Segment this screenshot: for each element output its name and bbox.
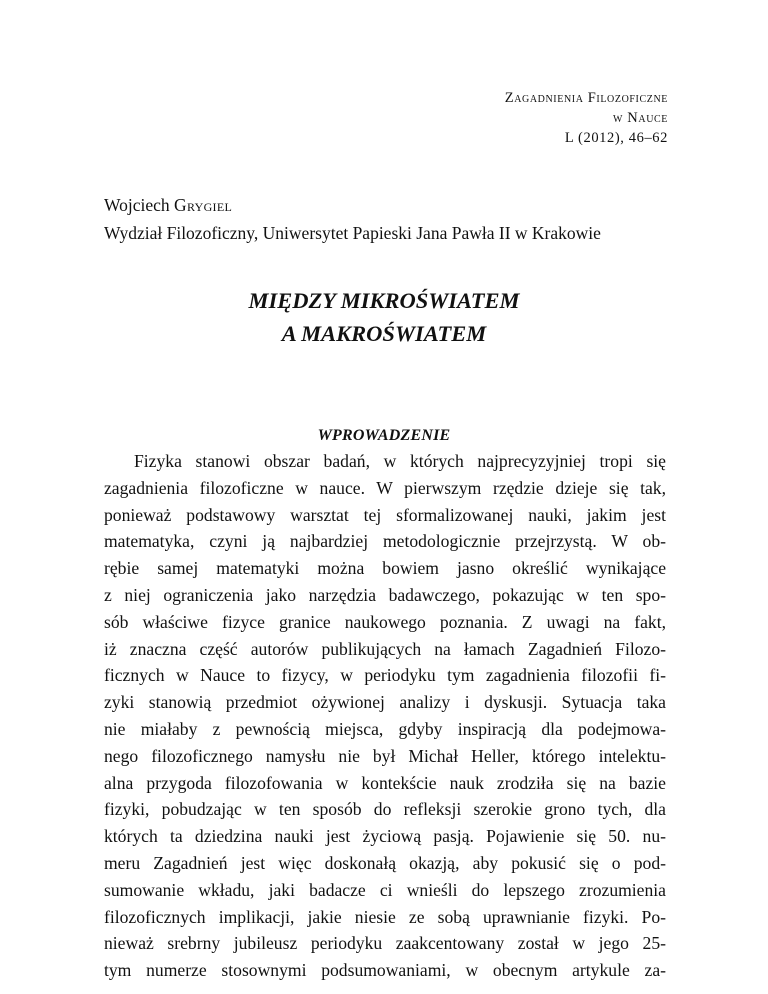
- body-line: z niej ograniczenia jako narzędzia badawczego, pokazując w ten spo-: [104, 584, 666, 605]
- body-line: meru Zagadnień jest więc doskonałą okazją, aby pokusić się o pod-: [104, 852, 666, 873]
- body-line: ponieważ podstawowy warsztat tej sformalizowanej nauki, jakim jest: [104, 504, 666, 525]
- body-line: Fizyka stanowi obszar badań, w których najprecyzyjniej tropi się: [134, 451, 666, 471]
- body-line: ficznych w Nauce to fizycy, w periodyku tym zagadnienia filozofii fi-: [104, 665, 666, 686]
- journal-name-line1: Zagadnienia Filozoficzne: [504, 90, 668, 106]
- body-paragraph: [104, 448, 666, 984]
- body-line: nieważ srebrny jubileusz periodyku zaakcentowany został w jego 25-: [104, 933, 666, 954]
- body-line: których ta dziedzina nauki jest życiową pasją. Pojawienie się 50. nu-: [104, 826, 666, 847]
- journal-header: [505, 88, 668, 148]
- body-line: nie miałaby z pewnością miejsca, gdyby inspiracją dla podejmowa-: [104, 718, 666, 739]
- journal-name-line2: w Nauce: [613, 110, 668, 126]
- author-affiliation: Wydział Filozoficzny, Uniwersytet Papieski Jana Pawła II w Krakowie: [104, 223, 601, 243]
- author-surname: Grygiel: [174, 195, 233, 215]
- body-line: rębie samej matematyki można bowiem jasno określić wynikające: [104, 558, 666, 579]
- body-line: fizyki, pobudzając w ten sposób do refleksji szerokie grono tych, dla: [104, 799, 666, 820]
- body-line: sumowanie wkładu, jaki badacze ci wnieśli do lepszego zrozumienia: [104, 879, 666, 900]
- body-line: zagadnienia filozoficzne w nauce. W pierwszym rzędzie dzieje się tak,: [104, 477, 666, 498]
- article-title-line1: MIĘDZY MIKROŚWIATEM: [248, 288, 520, 313]
- body-line: alna przygoda filozofowania w kontekście nauk zrodziła się na bazie: [104, 772, 666, 793]
- body-line: zyki stanowią przedmiot ożywionej analizy i dyskusji. Sytuacja taka: [104, 692, 666, 713]
- article-title: [0, 284, 768, 350]
- body-line: sób właściwe fizyce granice naukowego poznania. Z uwagi na fakt,: [104, 611, 666, 632]
- author-block: [104, 191, 601, 247]
- article-title-line2: A MAKROŚWIATEM: [281, 321, 487, 346]
- author-given-name: Wojciech: [104, 195, 170, 215]
- body-line: matematyka, czyni ją najbardziej metodologicznie przejrzystą. W ob-: [104, 531, 666, 552]
- author-name: [104, 191, 601, 219]
- body-line: filozoficznych implikacji, jakie niesie ze sobą uprawnianie fizyki. Po-: [104, 906, 666, 927]
- body-line: tym numerze stosownymi podsumowaniami, w obecnym artykule za-: [104, 960, 666, 981]
- journal-volume: L (2012), 46–62: [564, 130, 668, 146]
- section-heading: WPROWADZENIE: [317, 427, 451, 444]
- body-line: iż znaczna część autorów publikujących na łamach Zagadnień Filozo-: [104, 638, 666, 659]
- body-line: nego filozoficznego namysłu nie był Michał Heller, którego intelektu-: [104, 745, 666, 766]
